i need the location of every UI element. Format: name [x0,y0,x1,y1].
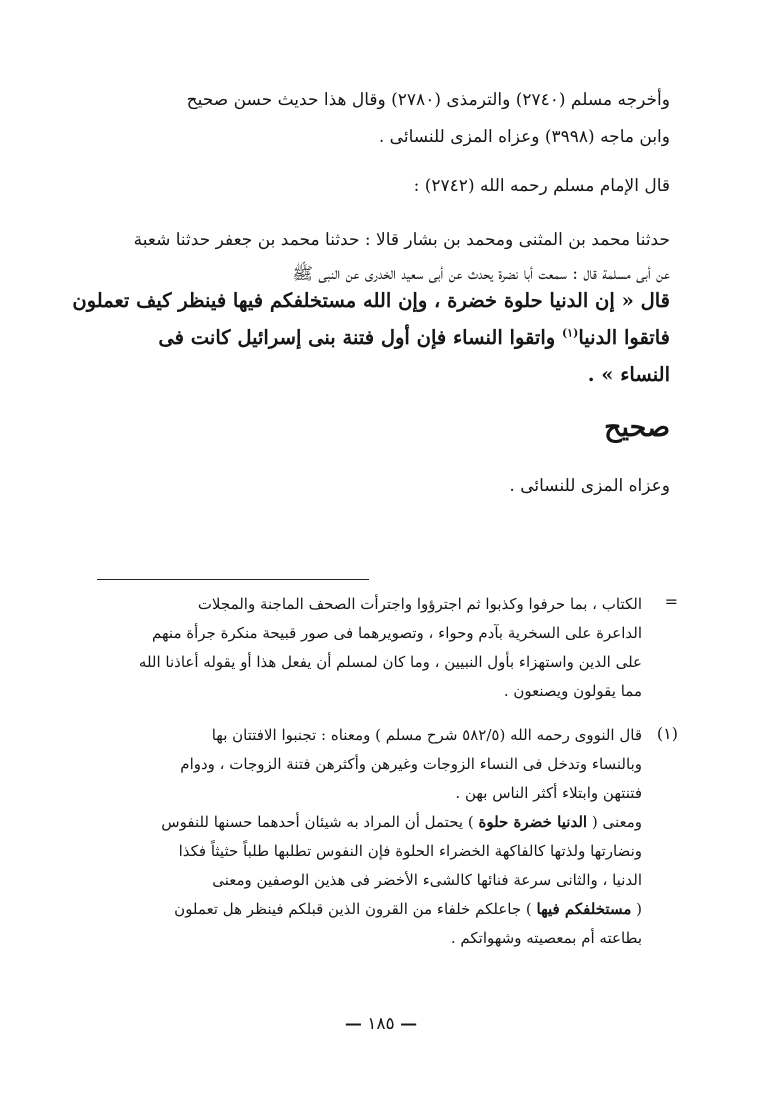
matn-line-2-start: فاتقوا الدنيا [578,326,670,349]
isnad-line-2: عن أبى مسلمة قال : سمعت أبا نضرة يحدث عن أبى سعيد الخدرى عن النبى ﷺ [292,264,670,284]
attribution-line: وعزاه المزى للنسائى . [509,476,670,496]
continuation-line-4: مما يقولون ويصنعون . [503,682,642,700]
takhrij-line-1: وأخرجه مسلم (٢٧٤٠) والترمذى (٢٧٨٠) وقال هذا حديث حسن صحيح [186,90,670,110]
footnote-1-line-7 [97,895,642,924]
takhrij-line-2: وابن ماجه (٣٩٩٨) وعزاه المزى للنسائى . [378,127,670,147]
page-number-row [0,1014,762,1034]
footnote-1 [97,721,642,953]
matn-line-2 [92,319,670,356]
footnote-1-text: ومعنى ( [587,813,642,831]
footnote-1-line-2: وبالنساء وتدخل فى النساء الزوجات وغيرهن وأكثرهن فتنة الزوجات ، ودوام [180,755,642,773]
page-number: ١٨٥ [367,1014,395,1034]
imam-intro: قال الإمام مسلم رحمه الله (٢٧٤٢) : [413,176,670,196]
matn-line-1: قال « إن الدنيا حلوة خضرة ، وإن الله مستخلفكم فيها فينظر كيف تعملون [72,289,670,312]
footnote-1-line-8: بطاعته أم بمعصيته وشهواتكم . [450,929,642,947]
footnote-1-mark: (١) [656,724,678,743]
footnote-1-text: ) جاعلكم خلفاء من القرون الذين قبلكم فينظر هل تعملون [174,900,537,918]
continuation-line-2: الداعرة على السخرية بآدم وحواء ، وتصويرهما فى صور قبيحة منكرة جرأة منهم [152,624,642,642]
hadith-matn [72,282,670,393]
continuation-line-3: على الدين واستهزاء بأول النبيين ، وما كان لمسلم أن يفعل هذا أو يقوله أعاذنا الله [138,653,642,671]
isnad-paragraph [92,224,670,290]
footnote-1-line-4 [97,808,642,837]
footnote-1-line-6: الدنيا ، والثانى سرعة فنائها كالشىء الأخضر فى هذين الوصفين ومعنى [212,871,642,889]
continuation-line-1: الكتاب ، بما حرفوا وكذبوا ثم اجترؤوا واجترأت الصحف الماجنة والمجلات [197,595,642,613]
footnote-1-line-5: ونضارتها ولذتها كالفاكهة الخضراء الحلوة فإن النفوس تطلبها طلباً حثيثاً فكذا [178,842,642,860]
matn-line-3: النساء » . [587,363,670,386]
takhrij-paragraph [92,84,670,153]
isnad-line-1: حدثنا محمد بن المثنى ومحمد بن بشار قالا : حدثنا محمد بن جعفر حدثنا شعبة [133,230,670,250]
page-number-dash-right: — [400,1014,418,1034]
footnote-1-keyword: الدنيا خضرة حلوة [478,813,588,831]
footnote-1-text: ) يحتمل أن المراد به شيئان أحدهما حسنها للنفوس [161,813,479,831]
footnote-ref-1[interactable]: (١) [561,326,579,340]
hadith-grade-heading: صحيح [604,412,670,443]
footnote-1-text: ( [631,900,642,918]
footnote-1-line-3: فتنتهن وابتلاء أكثر الناس بهن . [455,784,642,802]
footnote-1-line-1: قال النووى رحمه الله (٥٨٢/٥ شرح مسلم ) ومعناه : تجنبوا الافتتان بها [211,726,642,744]
footnote-separator [97,579,369,580]
footnote-continuation [97,590,642,706]
footnote-1-keyword: مستخلفكم فيها [536,900,632,918]
page-number-dash-left: — [344,1014,362,1034]
matn-line-2-end: واتقوا النساء فإن أول فتنة بنى إسرائيل كانت فى [158,326,562,349]
continuation-mark: = [664,592,678,611]
